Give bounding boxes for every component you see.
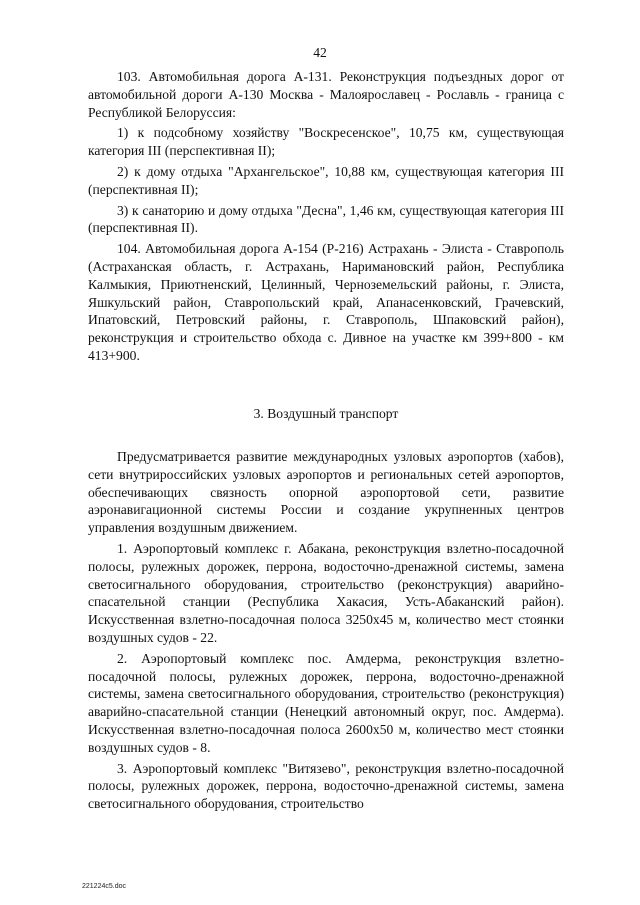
paragraph-103: 103. Автомобильная дорога А-131. Реконструкция подъездных дорог от автомобильной дороги А-130 Москва - Малоярославец - Рославль - граница с Республикой Белоруссия:: [88, 69, 564, 120]
paragraph-104: 104. Автомобильная дорога А-154 (Р-216) Астрахань - Элиста - Ставрополь (Астраханская область, г. Астрахань, Наримановский район, Республика Калмыкия, Приютненский, Целинный, Черноземельский районы, г. Элиста, Яшкульский район, Ставропольский край, Апанасенковский, Грачевский, Ипатовский, Петровский районы, г. Ставрополь, Шпаковский район), реконструкция и строительство обхода с. Дивное на участке км 399+800 - км 413+900.: [88, 241, 564, 363]
paragraph-103-item-2: 2) к дому отдыха "Архангельское", 10,88 км, существующая категория III (перспективная II);: [88, 163, 564, 197]
paragraph-item-2: 2. Аэропортовый комплекс пос. Амдерма, реконструкция взлетно-посадочной полосы, рулежных дорожек, перрона, водосточно-дренажной системы, замена светосигнального оборудования, строительство (реконструкция) аварийно-спасательной станции (Ненецкий автономный округ, пос. Амдерма). Искусственная взлетно-посадочная полоса 2600x50 м, количество мест стоянки воздушных судов - 8.: [88, 650, 564, 755]
paragraph-103-item-1: 1) к подсобному хозяйству "Воскресенское", 10,75 км, существующая категория III (перспективная II);: [88, 125, 564, 159]
section-roads: [88, 68, 564, 365]
section-heading-air-transport: 3. Воздушный транспорт: [253, 406, 399, 421]
paragraph-103-item-3: 3) к санаторию и дому отдыха "Десна", 1,46 км, существующая категория III (перспективная II).: [88, 202, 564, 236]
page-number: 42: [313, 45, 327, 60]
paragraph-intro: Предусматривается развитие международных узловых аэропортов (хабов), сети внутрироссийских узловых аэропортов и региональных сетей аэропортов, обеспечивающих связность опорной аэропортовой сети, развитие аэронавигационной системы России и создание укрупненных центров управления воздушным движением.: [88, 449, 564, 536]
paragraph-item-1: 1. Аэропортовый комплекс г. Абакана, реконструкция взлетно-посадочной полосы, рулежных дорожек, перрона, водосточно-дренажной системы, замена светосигнального оборудования, строительство (реконструкция) аварийно-спасательной станции (Республика Хакасия, Усть-Абаканский район). Искусственная взлетно-посадочная полоса 3250x45 м, количество мест стоянки воздушных судов - 22.: [88, 540, 564, 645]
file-name-footer: 221224c5.doc: [82, 883, 126, 890]
paragraph-item-3: 3. Аэропортовый комплекс "Витязево", реконструкция взлетно-посадочной полосы, рулежных дорожек, перрона, водосточно-дренажной системы, замена светосигнального оборудования, строительство: [88, 760, 564, 812]
section-air-transport: [88, 448, 564, 813]
